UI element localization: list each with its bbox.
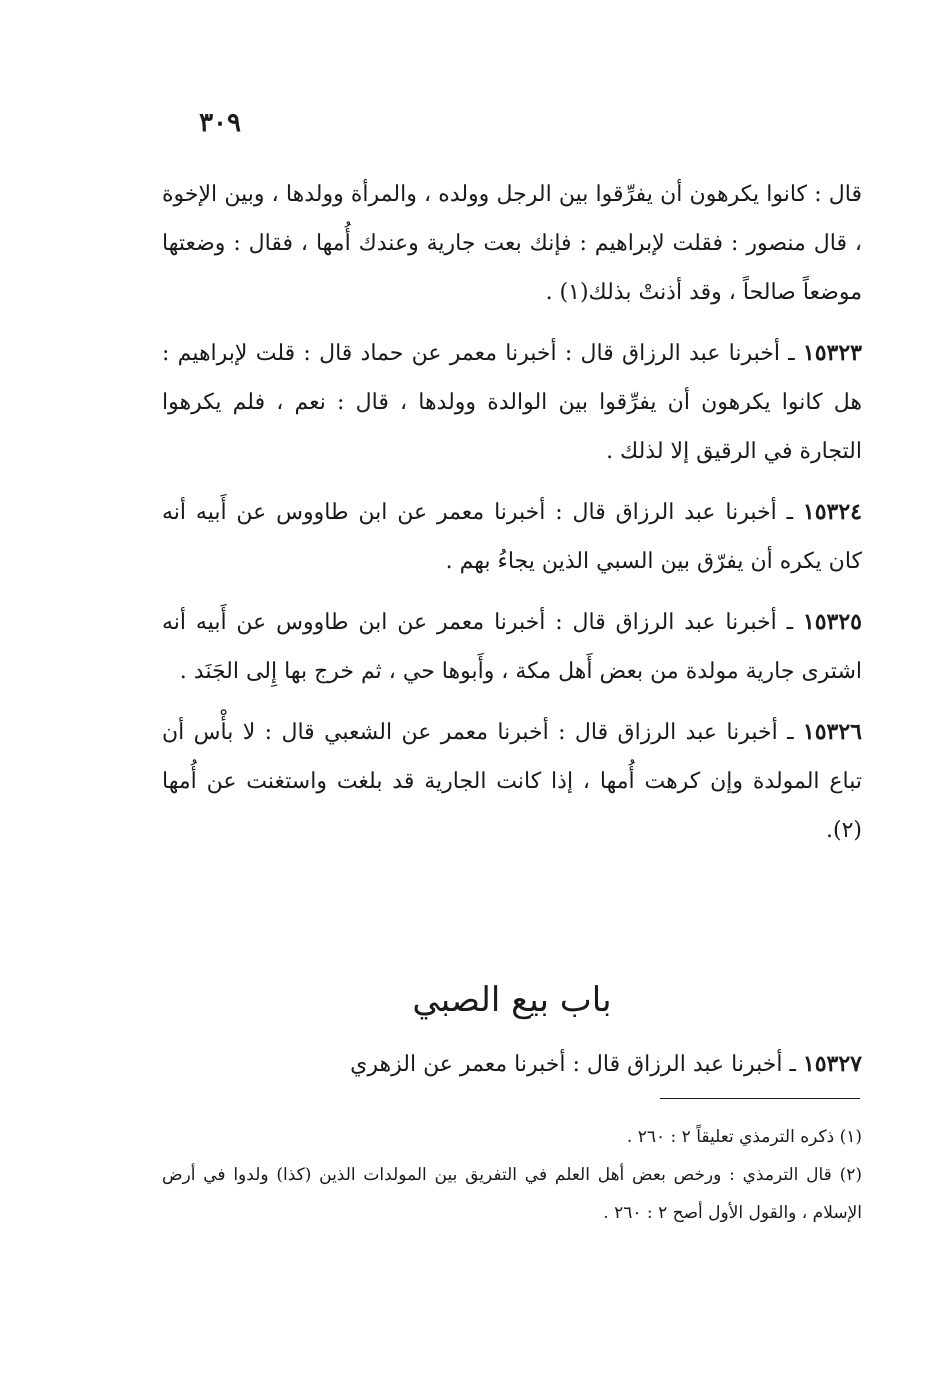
footnote-divider <box>660 1098 860 1099</box>
hadith-number: ١٥٣٢٧ <box>802 1051 862 1077</box>
paragraph-text: ـ أخبرنا عبد الرزاق قال : أخبرنا معمر عن الزهري <box>350 1052 803 1077</box>
paragraph-text: ـ أخبرنا عبد الرزاق قال : أخبرنا معمر عن ابن طاووس عن أَبيه أنه اشترى جارية مولدة من بعض أَهل مكة ، وأَبوها حي ، ثم خرج بها إِلى الجَنَد . <box>162 610 862 684</box>
paragraph-15327 <box>162 1040 862 1089</box>
hadith-number: ١٥٣٢٥ <box>802 609 862 635</box>
paragraph-text: ـ أخبرنا عبد الرزاق قال : أخبرنا معمر عن ابن طاووس عن أَبيه أنه كان يكره أن يفرّق بين السبي الذين يجاءُ بهم . <box>162 500 862 574</box>
hadith-number: ١٥٣٢٣ <box>802 340 862 366</box>
paragraph-15323 <box>162 329 862 476</box>
body-text <box>162 170 862 867</box>
paragraph-15326 <box>162 708 862 855</box>
chapter-title: باب بيع الصبي <box>412 980 612 1020</box>
paragraph-text: ـ أخبرنا عبد الرزاق قال : أخبرنا معمر عن الشعبي قال : لا بأْس أن تباع المولدة وإن كرهت أُمها ، إذا كانت الجارية قد بلغت واستغنت عن أُمها (٢). <box>162 720 862 843</box>
paragraph-15325 <box>162 598 862 696</box>
footnote-2: (٢) قال الترمذي : ورخص بعض أهل العلم في التفريق بين المولدات الذين (كذا) ولدوا في أرض الإسلام ، والقول الأول أصح ٢ : ٢٦٠ . <box>162 1165 862 1223</box>
paragraph-text: قال : كانوا يكرهون أن يفرِّقوا بين الرجل وولده ، والمرأة وولدها ، وبين الإخوة ، قال منصور : فقلت لإبراهيم : فإنك بعت جارية وعندك أُمها ، فقال : وضعتها موضعاً صالحاً ، وقد أذنتْ بذلك(١) . <box>162 182 862 305</box>
hadith-number: ١٥٣٢٤ <box>802 499 862 525</box>
footnote-1: (١) ذكره الترمذي تعليقاً ٢ : ٢٦٠ . <box>626 1127 862 1147</box>
paragraph-15324 <box>162 488 862 586</box>
footnotes <box>162 1118 862 1232</box>
hadith-number: ١٥٣٢٦ <box>802 719 862 745</box>
paragraph-text: ـ أخبرنا عبد الرزاق قال : أخبرنا معمر عن حماد قال : قلت لإبراهيم : هل كانوا يكرهون أن يفرِّقوا بين الوالدة وولدها ، قال : نعم ، فلم يكرهوا التجارة في الرقيق إلا لذلك . <box>162 341 862 464</box>
paragraph-continuation <box>162 170 862 317</box>
page-number: ٣٠٩ <box>199 108 241 138</box>
